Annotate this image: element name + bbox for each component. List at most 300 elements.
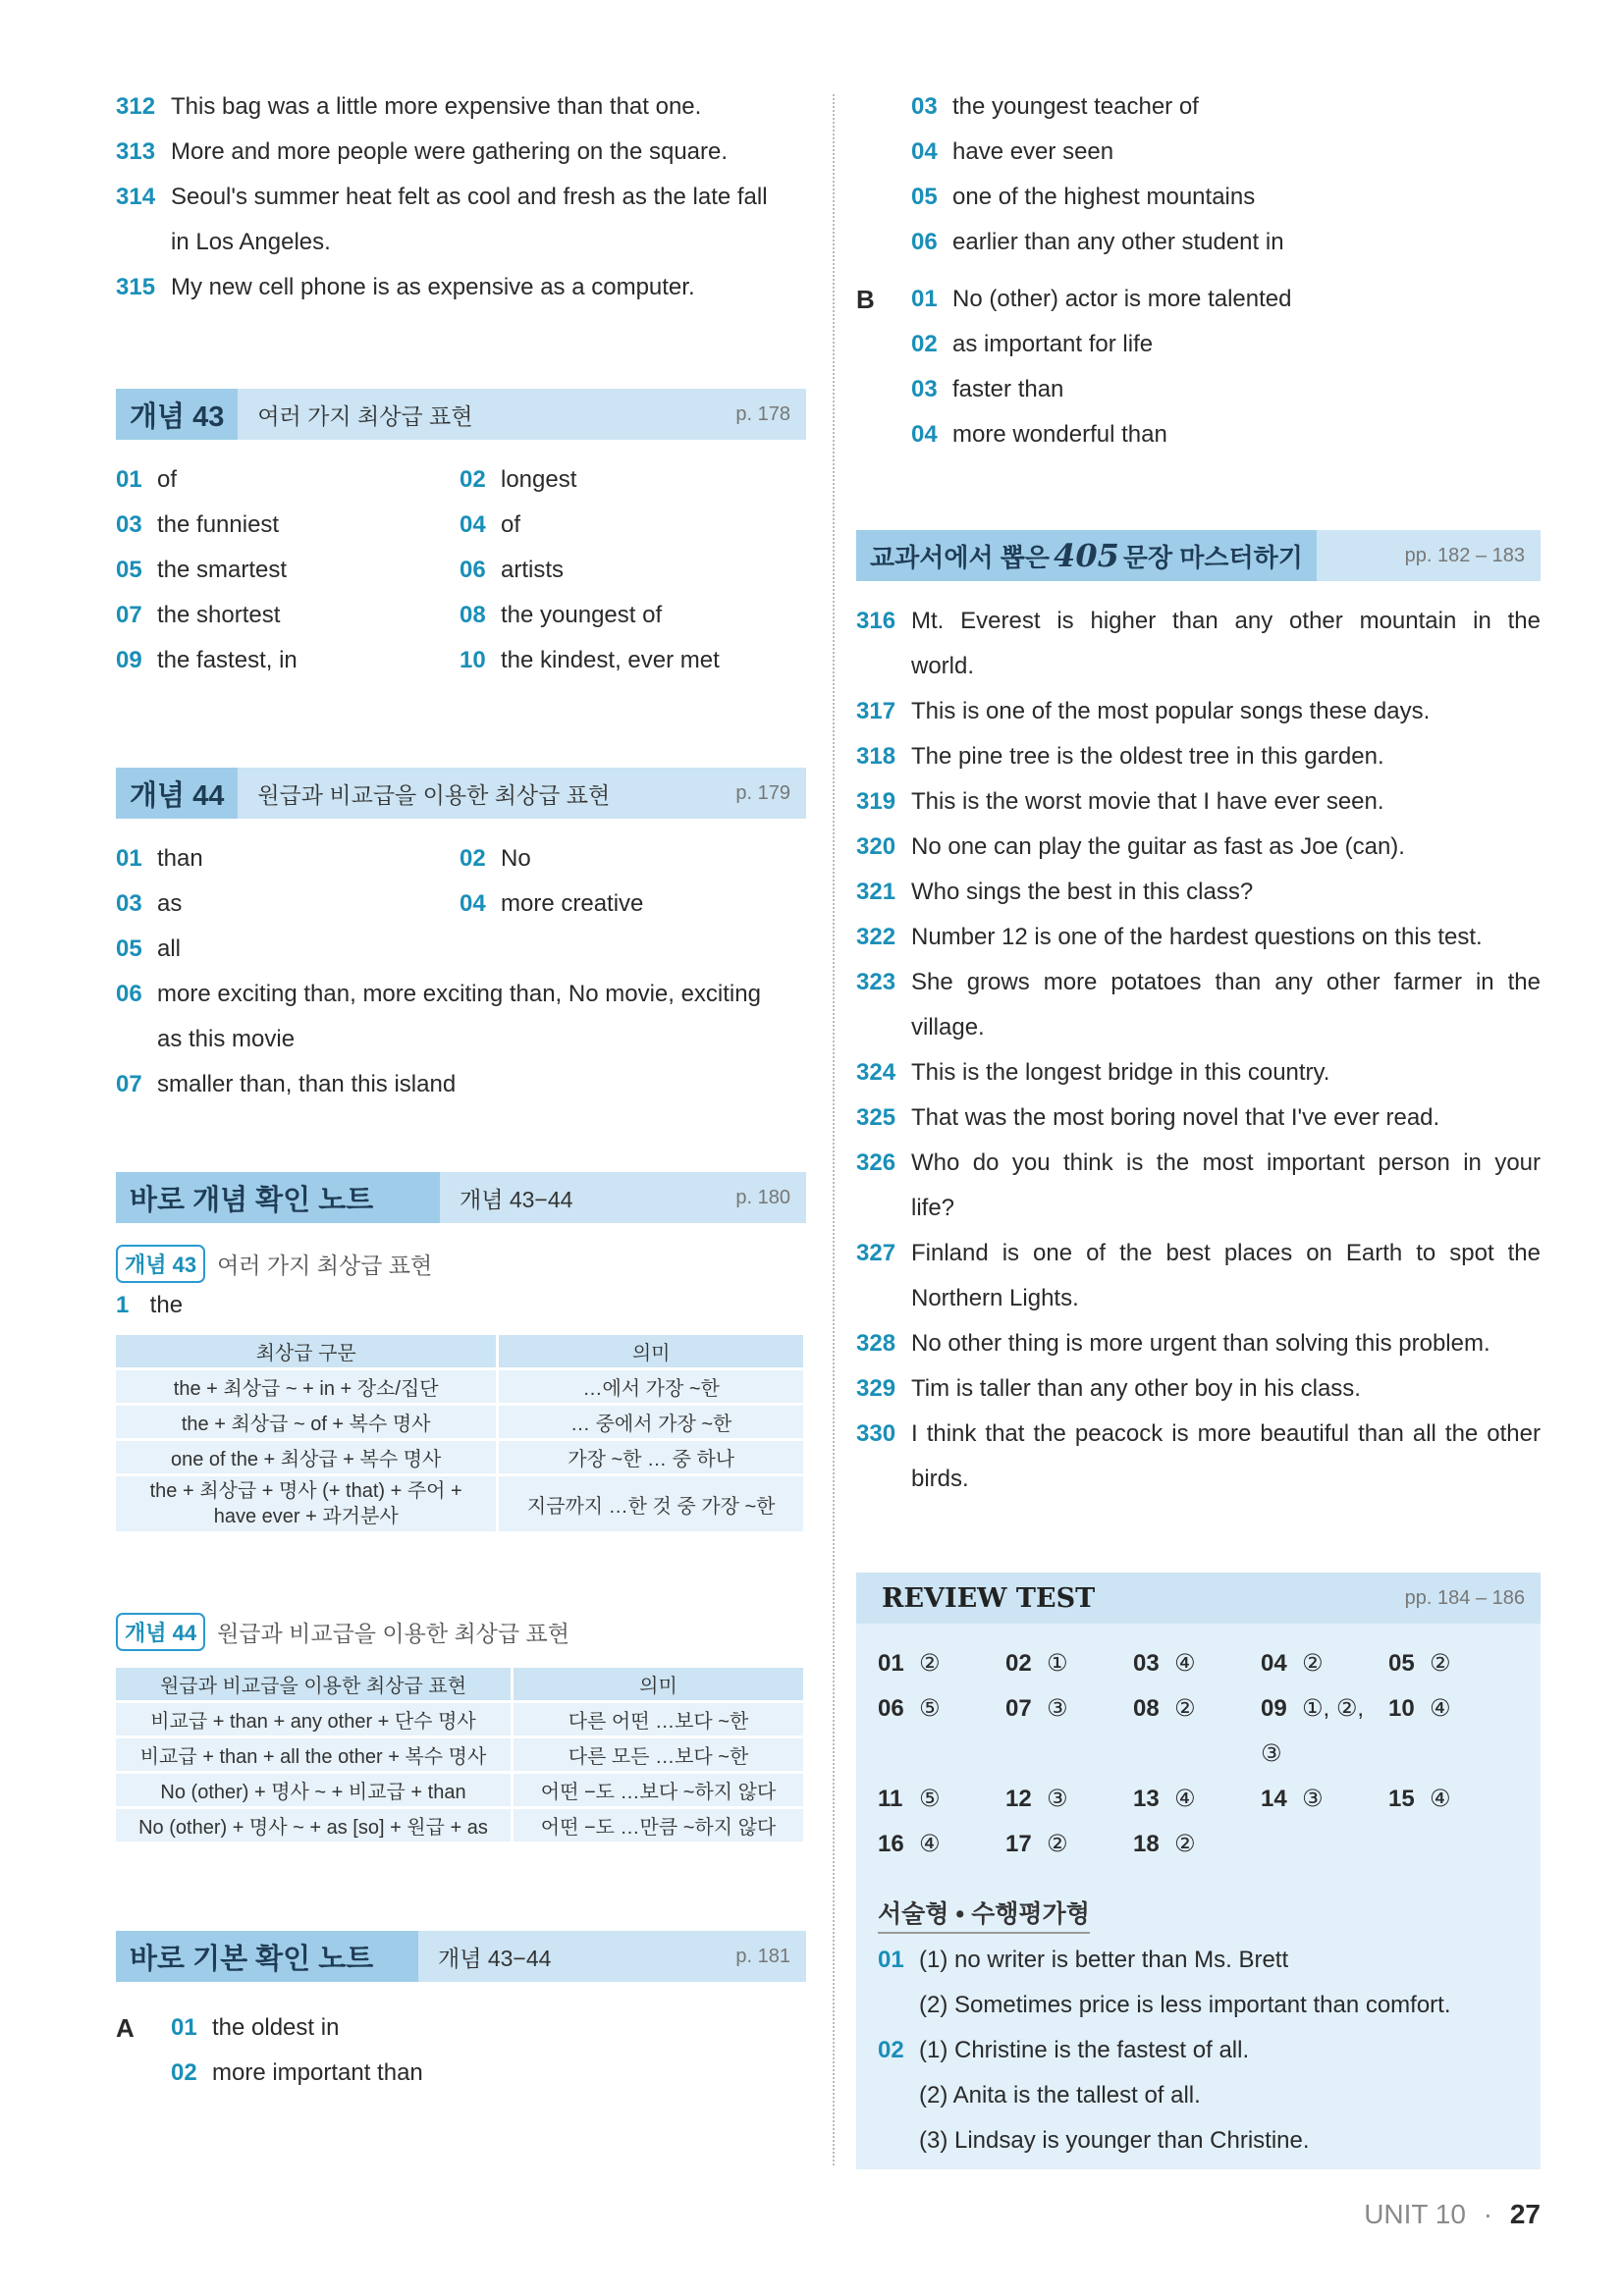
review-answer [1388, 1686, 1516, 1777]
section-header-43 [116, 389, 806, 440]
sentence-line [856, 915, 1541, 960]
item-number: 04 [911, 138, 938, 165]
item-answer: ② [1047, 1831, 1068, 1857]
answer-line [116, 457, 460, 503]
item-number: 07 [1005, 1695, 1032, 1722]
answer-grid-43 [116, 457, 806, 683]
item-text: more wonderful than [952, 421, 1167, 448]
table-cell: one of the + 최상급 + 복수 명사 [116, 1441, 496, 1473]
item-number: 06 [911, 229, 938, 255]
review-answer [878, 1822, 1005, 1867]
sentence-line [856, 1050, 1541, 1095]
item-number: 319 [856, 788, 896, 815]
answer-line [911, 175, 1541, 220]
review-answer [1005, 1822, 1133, 1867]
item-text: smaller than, than this island [157, 1071, 457, 1097]
item-number: 12 [1005, 1786, 1032, 1812]
table-row [116, 1703, 803, 1735]
item-answer: ② [1430, 1650, 1451, 1677]
answer-line [460, 836, 803, 881]
item-number: 318 [856, 743, 896, 770]
item-number: 01 [878, 1650, 904, 1677]
item-number: 05 [1388, 1650, 1415, 1677]
item-text: This is the longest bridge in this country. [911, 1059, 1330, 1086]
review-answer [1005, 1641, 1133, 1686]
item-answer: ② [919, 1650, 941, 1677]
table-cell: the + 최상급 ~ of + 복수 명사 [116, 1406, 496, 1438]
item-text: the smartest [157, 557, 288, 583]
table-cell: No (other) + 명사 ~ + as [so] + 원급 + as [116, 1809, 511, 1842]
sentence-line [856, 1321, 1541, 1366]
concept-title: 원급과 비교급을 이용한 최상급 표현 [217, 1621, 569, 1646]
answer-line [116, 881, 460, 927]
item-number: 09 [1261, 1695, 1287, 1722]
item-number: 316 [856, 608, 896, 634]
item-text: the funniest [157, 511, 280, 538]
item-continuation: world. [911, 653, 975, 679]
item-answer: ③ [1302, 1786, 1324, 1812]
item-number: 06 [116, 981, 142, 1007]
answer-text: the [149, 1292, 184, 1318]
section-title: 원급과 비교급을 이용한 최상급 표현 [257, 781, 611, 808]
answer-line [911, 277, 1541, 322]
item-text: (2) Sometimes price is less important than comfort. [919, 1992, 1451, 2018]
item-text: the shortest [157, 602, 281, 628]
page-reference: p. 181 [735, 1945, 790, 1967]
table-cell [116, 1476, 496, 1531]
section-tab: 바로 개념 확인 노트 [116, 1172, 440, 1223]
review-answer [878, 1641, 1005, 1686]
item-number: 14 [1261, 1786, 1287, 1812]
item-number: 15 [1388, 1786, 1415, 1812]
sentence-line [856, 870, 1541, 915]
page-reference: pp. 182 – 183 [1404, 544, 1525, 566]
item-answer: ①, ②, ③ [1261, 1695, 1365, 1767]
section-subtitle: 개념 43−44 [438, 1945, 552, 1971]
table-row [116, 1441, 803, 1473]
table-cell: 다른 모든 …보다 ~한 [514, 1738, 803, 1771]
sentence-line [856, 734, 1541, 779]
item-number: 02 [460, 845, 486, 872]
answer-line [116, 638, 460, 683]
item-text: faster than [952, 376, 1064, 402]
section-header-44 [116, 768, 806, 819]
cell-line: the + 최상급 + 명사 (+ that) + 주어 + [149, 1480, 462, 1502]
item-text: of [157, 466, 178, 493]
item-number: 02 [911, 331, 938, 357]
item-text: (1) no writer is better than Ms. Brett [919, 1947, 1289, 1973]
answer-line [856, 2118, 1541, 2163]
item-text: (1) Christine is the fastest of all. [919, 2037, 1250, 2063]
sentence-line [856, 1366, 1541, 1412]
review-answer-grid [856, 1624, 1541, 1873]
answer-line [116, 972, 806, 1017]
table-cell: 비교급 + than + all the other + 복수 명사 [116, 1738, 511, 1771]
answer-line [911, 130, 1541, 175]
item-text: the kindest, ever met [501, 647, 720, 673]
item-continuation: as this movie [157, 1026, 296, 1052]
item-number: 328 [856, 1330, 896, 1357]
table-row [116, 1774, 803, 1806]
item-text: This bag was a little more expensive than that one. [171, 93, 702, 120]
item-number: 03 [1133, 1650, 1160, 1677]
essay-answers [856, 1938, 1541, 2169]
answer-line [116, 1283, 806, 1328]
answer-line [460, 593, 803, 638]
sentence-line [856, 1095, 1541, 1141]
concept-badge: 개념 43 [116, 1245, 205, 1283]
item-number: 05 [116, 557, 142, 583]
sentence-line [116, 130, 806, 175]
sentence-line [116, 175, 806, 220]
part-letter: A [116, 2013, 135, 2043]
item-number: 02 [171, 2059, 197, 2086]
item-text: earlier than any other student in [952, 229, 1284, 255]
sentence-line [856, 825, 1541, 870]
review-answer [1261, 1641, 1388, 1686]
part-letter: B [856, 285, 875, 314]
table-cell: 지금까지 …한 것 중 가장 ~한 [499, 1476, 803, 1531]
review-answer [1133, 1822, 1261, 1867]
answer-grid-44 [116, 836, 806, 927]
answer-line [116, 593, 460, 638]
item-number: 01 [116, 845, 142, 872]
answer-line [911, 412, 1541, 457]
item-number: 330 [856, 1420, 896, 1447]
sentence-line [856, 689, 1541, 734]
answer-line [460, 638, 803, 683]
sentence-line [116, 84, 806, 130]
answer-line [460, 503, 803, 548]
concept-43-label [116, 1245, 806, 1283]
item-continuation: village. [911, 1014, 985, 1041]
item-number: 01 [911, 286, 938, 312]
review-title: REVIEW TEST [882, 1582, 1096, 1614]
table-cell: 비교급 + than + any other + 단수 명사 [116, 1703, 511, 1735]
item-number: 16 [878, 1831, 904, 1857]
table-header: 원급과 비교급을 이용한 최상급 표현 [116, 1668, 511, 1700]
item-answer: ① [1047, 1650, 1068, 1677]
part-a [116, 2005, 806, 2096]
item-text: More and more people were gathering on the square. [171, 138, 729, 165]
item-number: 13 [1133, 1786, 1160, 1812]
item-continuation: life? [911, 1195, 955, 1221]
table-row [116, 1370, 803, 1403]
part-b [856, 277, 1541, 457]
item-number: 01 [878, 1947, 904, 1973]
answer-line [911, 84, 1541, 130]
item-number: 02 [460, 466, 486, 493]
item-number: 07 [116, 1071, 142, 1097]
page-reference: p. 180 [735, 1186, 790, 1208]
review-answer [878, 1777, 1005, 1822]
sentence-list-312-315 [116, 84, 806, 310]
table-cell: the + 최상급 ~ + in + 장소/집단 [116, 1370, 496, 1403]
item-number: 04 [911, 421, 938, 448]
column-divider [833, 94, 835, 2165]
item-text: artists [501, 557, 565, 583]
answer-line [856, 2028, 1541, 2073]
section-header-basic-note [116, 1931, 806, 1982]
answer-line [116, 836, 460, 881]
item-number: 312 [116, 93, 156, 120]
review-answer [878, 1686, 1005, 1777]
answer-line [911, 367, 1541, 412]
section-subtitle: 개념 43−44 [460, 1186, 573, 1212]
item-text: have ever seen [952, 138, 1114, 165]
sentence-list-316-330 [856, 599, 1541, 1502]
answer-line [116, 503, 460, 548]
answer-line [856, 2073, 1541, 2118]
item-number: 06 [460, 557, 486, 583]
item-text: Seoul's summer heat felt as cool and fresh as the late fall [171, 184, 768, 210]
item-answer: ④ [1430, 1786, 1451, 1812]
answer-line [460, 881, 803, 927]
item-number: 01 [116, 466, 142, 493]
item-number: 08 [1133, 1695, 1160, 1722]
item-number: 05 [116, 935, 142, 962]
item-answer: ④ [919, 1831, 941, 1857]
item-answer: ⑤ [919, 1786, 941, 1812]
item-text: as [157, 890, 183, 917]
item-number: 10 [1388, 1695, 1415, 1722]
section-tab: 개념 43 [116, 389, 238, 440]
answer-line [911, 220, 1541, 265]
page-reference: p. 179 [735, 781, 790, 804]
item-text: more exciting than, more exciting than, No movie, exciting [157, 981, 761, 1007]
item-number: 317 [856, 698, 896, 724]
item-answer: ⑤ [919, 1695, 941, 1722]
section-tab: 개념 44 [116, 768, 238, 819]
item-number: 323 [856, 969, 896, 995]
table-cell: …에서 가장 ~한 [499, 1370, 803, 1403]
item-number: 03 [116, 511, 142, 538]
section-header-master [856, 530, 1541, 581]
review-answer [1005, 1686, 1133, 1777]
sentence-line [116, 265, 806, 310]
item-answer: ③ [1047, 1786, 1068, 1812]
item-number: 02 [878, 2037, 904, 2063]
item-number: 08 [460, 602, 486, 628]
table-header: 최상급 구문 [116, 1335, 496, 1367]
answer-line [116, 548, 460, 593]
sentence-line [856, 1141, 1541, 1186]
section-header-concept-note [116, 1172, 806, 1223]
item-number: 320 [856, 833, 896, 860]
item-number: 325 [856, 1104, 896, 1131]
answer-line [460, 457, 803, 503]
item-number: 03 [911, 376, 938, 402]
item-text: No one can play the guitar as fast as Joe (can). [911, 833, 1405, 860]
footer-separator: · [1483, 2199, 1493, 2229]
item-number: 01 [171, 2014, 197, 2041]
item-number: 04 [1261, 1650, 1287, 1677]
page-reference: p. 178 [735, 402, 790, 425]
table-row [116, 1738, 803, 1771]
review-test-box [856, 1573, 1541, 2169]
item-text: Finland is one of the best places on Earth to spot the [911, 1240, 1541, 1266]
item-text: more creative [501, 890, 644, 917]
unit-label: UNIT 10 [1364, 2199, 1466, 2229]
answer-line [911, 322, 1541, 367]
table-cell: No (other) + 명사 ~ + 비교급 + than [116, 1774, 511, 1806]
item-text: Number 12 is one of the hardest questions on this test. [911, 924, 1483, 950]
answer-line [116, 1062, 806, 1107]
item-text: longest [501, 466, 577, 493]
tab-text-post: 문장 마스터하기 [1122, 542, 1303, 572]
item-text: as important for life [952, 331, 1154, 357]
section-tab: 바로 기본 확인 노트 [116, 1931, 418, 1982]
item-number: 324 [856, 1059, 896, 1086]
table-cell: 다른 어떤 …보다 ~한 [514, 1703, 803, 1735]
right-column [856, 84, 1541, 2169]
item-answer: ③ [1047, 1695, 1068, 1722]
item-number: 314 [116, 184, 156, 210]
item-answer: ② [1302, 1650, 1324, 1677]
review-answer [1261, 1686, 1388, 1777]
review-answer [1133, 1686, 1261, 1777]
part-a-items-continued [856, 84, 1541, 265]
item-text: This is one of the most popular songs these days. [911, 698, 1431, 724]
item-number: 03 [911, 93, 938, 120]
item-text: That was the most boring novel that I've ever read. [911, 1104, 1440, 1131]
cell-line: have ever + 과거분사 [213, 1506, 399, 1527]
page-number: 27 [1509, 2199, 1541, 2229]
review-answer [1005, 1777, 1133, 1822]
item-answer: ④ [1174, 1650, 1196, 1677]
item-text: one of the highest mountains [952, 184, 1256, 210]
tab-number: 405 [1054, 537, 1119, 574]
concept-44-label [116, 1613, 806, 1651]
section-title: 여러 가지 최상급 표현 [257, 402, 473, 429]
page-reference: pp. 184 – 186 [1404, 1586, 1525, 1609]
item-text: (3) Lindsay is younger than Christine. [919, 2127, 1310, 2154]
item-number: 11 [878, 1786, 903, 1812]
item-number: 329 [856, 1375, 896, 1402]
item-text: all [157, 935, 182, 962]
item-text: The pine tree is the oldest tree in this garden. [911, 743, 1384, 770]
item-number: 322 [856, 924, 896, 950]
item-text: Who do you think is the most important person in your [911, 1149, 1541, 1176]
answer-number: 1 [116, 1292, 130, 1318]
left-column [116, 84, 806, 2096]
item-text: the youngest teacher of [952, 93, 1199, 120]
review-answer [1133, 1777, 1261, 1822]
item-text: (2) Anita is the tallest of all. [919, 2082, 1201, 2109]
item-number: 05 [911, 184, 938, 210]
item-continuation: in Los Angeles. [171, 229, 331, 255]
item-text: than [157, 845, 203, 872]
item-text: the fastest, in [157, 647, 298, 673]
table-cell: 가장 ~한 … 중 하나 [499, 1441, 803, 1473]
review-answer [1133, 1641, 1261, 1686]
page-footer [1364, 2199, 1541, 2230]
item-number: 313 [116, 138, 156, 165]
item-text: No other thing is more urgent than solving this problem. [911, 1330, 1490, 1357]
answer-line [460, 548, 803, 593]
item-text: the youngest of [501, 602, 663, 628]
tab-text-pre: 교과서에서 뽑은 [870, 542, 1051, 572]
item-text: the oldest in [212, 2014, 340, 2041]
answer-line [856, 1938, 1541, 1983]
item-number: 09 [116, 647, 142, 673]
section-tab [856, 530, 1317, 581]
item-text: of [501, 511, 521, 538]
item-answer: ④ [1174, 1786, 1196, 1812]
item-answer: ② [1174, 1831, 1196, 1857]
item-number: 315 [116, 274, 156, 300]
review-answer [1388, 1777, 1516, 1822]
review-answer [1261, 1777, 1388, 1822]
item-text: This is the worst movie that I have ever seen. [911, 788, 1384, 815]
superlative-table-43 [113, 1332, 806, 1534]
item-text: Tim is taller than any other boy in his class. [911, 1375, 1361, 1402]
answer-line [856, 1983, 1541, 2028]
item-answer: ④ [1430, 1695, 1451, 1722]
item-number: 10 [460, 647, 486, 673]
item-continuation: birds. [911, 1466, 969, 1492]
item-number: 17 [1005, 1831, 1032, 1857]
sentence-line [856, 1231, 1541, 1276]
item-text: Mt. Everest is higher than any other mountain in the [911, 608, 1541, 634]
item-number: 18 [1133, 1831, 1160, 1857]
table-header: 의미 [499, 1335, 803, 1367]
table-header: 의미 [514, 1668, 803, 1700]
item-number: 07 [116, 602, 142, 628]
answer-line [171, 2005, 806, 2051]
item-number: 03 [116, 890, 142, 917]
item-text: She grows more potatoes than any other farmer in the [911, 969, 1541, 995]
item-answer: ② [1174, 1695, 1196, 1722]
table-row [116, 1476, 803, 1531]
table-cell: 어떤 −도 …만큼 ~하지 않다 [514, 1809, 803, 1842]
review-answer [1388, 1641, 1516, 1686]
item-number: 02 [1005, 1650, 1032, 1677]
item-number: 04 [460, 890, 486, 917]
item-text: Who sings the best in this class? [911, 879, 1254, 905]
sentence-line [856, 599, 1541, 644]
table-cell: 어떤 −도 …보다 ~하지 않다 [514, 1774, 803, 1806]
concept-title: 여러 가지 최상급 표현 [217, 1253, 433, 1278]
essay-title: 서술형 • 수행평가형 [878, 1895, 1090, 1934]
item-number: 06 [878, 1695, 904, 1722]
part-a-items [116, 2005, 806, 2096]
review-header [856, 1573, 1541, 1624]
part-b-items [856, 277, 1541, 457]
table-row [116, 1406, 803, 1438]
sentence-line [856, 779, 1541, 825]
answer-line [171, 2051, 806, 2096]
item-number: 326 [856, 1149, 896, 1176]
sentence-line [856, 960, 1541, 1005]
item-text: No [501, 845, 531, 872]
item-text: No (other) actor is more talented [952, 286, 1292, 312]
answer-line [116, 927, 806, 972]
sentence-line [856, 1412, 1541, 1457]
concept-badge: 개념 44 [116, 1613, 205, 1651]
item-number: 327 [856, 1240, 896, 1266]
item-text: more important than [212, 2059, 423, 2086]
table-cell: … 중에서 가장 ~한 [499, 1406, 803, 1438]
item-text: My new cell phone is as expensive as a computer. [171, 274, 695, 300]
item-continuation: Northern Lights. [911, 1285, 1079, 1311]
table-row [116, 1809, 803, 1842]
item-number: 04 [460, 511, 486, 538]
answer-list-44 [116, 927, 806, 1107]
superlative-table-44 [113, 1665, 806, 1844]
item-text: I think that the peacock is more beautiful than all the other [911, 1420, 1541, 1447]
item-number: 321 [856, 879, 896, 905]
